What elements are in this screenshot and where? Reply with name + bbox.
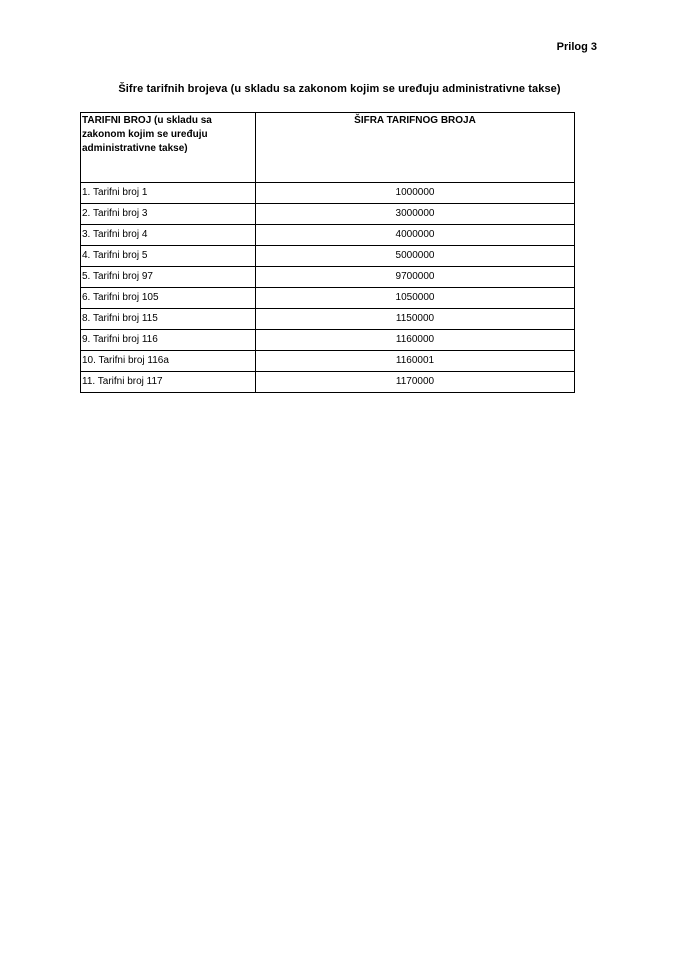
table-row [81, 288, 575, 309]
tariff-name-cell: 11. Tarifni broj 117 [81, 372, 256, 393]
tariff-name-cell: 2. Tarifni broj 3 [81, 204, 256, 225]
tariff-name-cell: 3. Tarifni broj 4 [81, 225, 256, 246]
tariff-name-cell: 1. Tarifni broj 1 [81, 183, 256, 204]
header-tariff-number: TARIFNI BROJ (u skladu sa zakonom kojim se uređuju administrativne takse) [81, 113, 256, 183]
table-header-row [81, 113, 575, 183]
tariff-code-cell: 1160000 [256, 330, 575, 351]
tariff-name-cell: 6. Tarifni broj 105 [81, 288, 256, 309]
header-tariff-code: ŠIFRA TARIFNOG BROJA [256, 113, 575, 183]
table-row [81, 204, 575, 225]
tariff-code-cell: 1050000 [256, 288, 575, 309]
table-body [81, 183, 575, 393]
table-row [81, 225, 575, 246]
table-row [81, 351, 575, 372]
tariff-name-cell: 9. Tarifni broj 116 [81, 330, 256, 351]
tariff-name-cell: 4. Tarifni broj 5 [81, 246, 256, 267]
table-row [81, 309, 575, 330]
tariff-name-cell: 5. Tarifni broj 97 [81, 267, 256, 288]
table-row [81, 330, 575, 351]
tariff-code-cell: 5000000 [256, 246, 575, 267]
tariff-code-cell: 1170000 [256, 372, 575, 393]
tariff-name-cell: 8. Tarifni broj 115 [81, 309, 256, 330]
document-title: Šifre tarifnih brojeva (u skladu sa zakonom kojim se uređuju administrativne takse) [118, 83, 561, 95]
tariff-name-cell: 10. Tarifni broj 116a [81, 351, 256, 372]
tariff-code-cell: 4000000 [256, 225, 575, 246]
attachment-label: Prilog 3 [556, 41, 597, 53]
table-row [81, 372, 575, 393]
table-row [81, 246, 575, 267]
tariff-code-cell: 1000000 [256, 183, 575, 204]
table-header [81, 113, 575, 183]
tariff-code-cell: 1150000 [256, 309, 575, 330]
table-row [81, 183, 575, 204]
tariff-code-cell: 1160001 [256, 351, 575, 372]
tariff-code-cell: 3000000 [256, 204, 575, 225]
tariff-code-cell: 9700000 [256, 267, 575, 288]
table-row [81, 267, 575, 288]
tariff-code-table [80, 112, 575, 393]
